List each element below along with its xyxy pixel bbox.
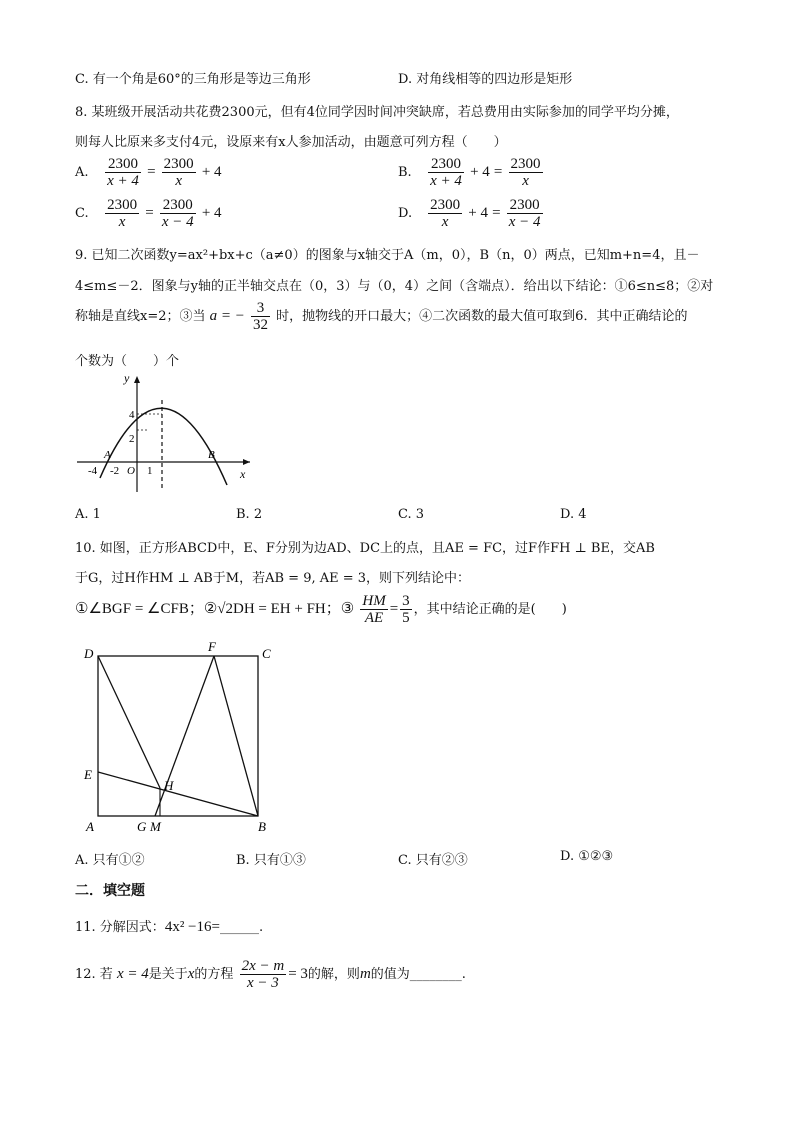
q9-line3-part1: 称轴是直线x=2；③当: [75, 309, 206, 324]
option-label: C.: [75, 206, 89, 221]
numerator: 2300: [160, 197, 196, 214]
label-a: A: [86, 819, 94, 834]
denominator: x: [441, 214, 449, 230]
plus-four: + 4: [468, 205, 488, 221]
square-abcd: [98, 656, 258, 816]
q8-option-b: [398, 156, 545, 189]
q8-stem-line1: 8. 某班级开展活动共花费2300元，但有4位同学因时间冲突缺席，若总费用由实际参加的同学平均分摊，: [75, 105, 679, 120]
q12-prefix: 12. 若: [75, 967, 113, 982]
q8-stem-line2: 则每人比原来多支付4元，设原来有x人参加活动，由题意可列方程（ ）: [75, 135, 507, 150]
q10-stem-line1: 10. 如图，正方形ABCD中，E、F分别为边AD、DC上的点，且AE = FC，过F作FH ⊥ BE，交AB: [75, 541, 655, 556]
numerator: 2300: [507, 197, 543, 214]
q12-condition: x = 4: [116, 966, 149, 982]
plus-four: + 4: [201, 205, 222, 221]
q10-square-figure: [80, 638, 280, 838]
y-axis-arrow: [134, 376, 140, 383]
q9-stem-line4: 个数为（ ）个: [75, 354, 180, 369]
numerator: 3: [251, 300, 270, 317]
q7-option-c: C. 有一个角是60°的三角形是等边三角形: [75, 72, 311, 87]
q12-numerator: 2x − m: [241, 958, 285, 974]
q9-line3-part2: 时，抛物线的开口最大；④二次函数的最大值可取到6．其中正确结论的: [276, 309, 688, 324]
segment-fb: [214, 656, 258, 816]
denominator-ae: AE: [364, 610, 384, 626]
segment-dh: [98, 656, 160, 788]
equals-sign: =: [147, 164, 156, 180]
tick-label-neg4: -4: [88, 465, 98, 477]
equals-sign: =: [492, 205, 501, 221]
plus-four: + 4: [201, 164, 222, 180]
label-h: H: [164, 778, 174, 793]
q12-mid3: 的解，则: [307, 967, 360, 982]
numerator-3: 3: [402, 593, 410, 609]
conclusion-tail: ，其中结论正确的是( ): [413, 602, 567, 617]
sqrt-two: √2: [217, 601, 234, 617]
q8-option-d: [398, 197, 545, 230]
q9-stem-line1: 9. 已知二次函数y=ax²+bx+c（a≠0）的图象与x轴交于A（m，0），B（n，0）两点，已知m+n=4，且－: [75, 248, 700, 263]
q12-rhs: = 3: [288, 966, 308, 982]
denominator-5: 5: [402, 610, 410, 626]
denominator: x: [118, 214, 126, 230]
equals-sign: =: [145, 205, 154, 221]
label-b: B: [258, 819, 266, 834]
numerator: 2300: [163, 156, 194, 172]
q8-option-a: [75, 156, 222, 189]
label-d: D: [84, 646, 94, 661]
denominator: x + 4: [430, 173, 462, 189]
q12-blank: ________: [409, 967, 462, 982]
numerator: 2300: [430, 197, 461, 213]
q9-option-c: C. 3: [398, 507, 425, 522]
equals-sign: =: [389, 601, 399, 617]
conclusion-1: ①∠BGF = ∠CFB；②: [75, 601, 218, 617]
option-label: D.: [398, 206, 413, 221]
q8-option-c: [75, 197, 222, 230]
point-b-label: B: [208, 449, 215, 461]
label-g: G: [137, 819, 147, 834]
numerator: 2300: [107, 197, 138, 213]
q9-stem-line3: [75, 300, 687, 333]
q7-option-d: D. 对角线相等的四边形是矩形: [398, 72, 573, 87]
denominator: x: [175, 173, 182, 189]
q10-option-a: A. 只有①②: [75, 853, 145, 868]
q11: [75, 916, 263, 936]
numerator: 2300: [105, 156, 141, 173]
segment-be: [98, 772, 258, 816]
q12-end: 的值为: [370, 967, 410, 982]
point-a-label: A: [104, 449, 111, 461]
q9-option-a: A. 1: [75, 507, 101, 522]
label-c: C: [262, 646, 271, 661]
q11-expression: 4x² −16=: [164, 919, 220, 935]
denominator: x − 4: [161, 214, 194, 230]
denominator: 32: [253, 317, 269, 333]
option-label: B.: [398, 165, 412, 180]
q10-option-d: D. ①②③: [560, 849, 614, 864]
label-m: M: [150, 819, 161, 834]
q10-option-b: B. 只有①③: [236, 853, 306, 868]
section-fill-in-title: 二．填空题: [75, 883, 145, 899]
tick-label-2: 2: [129, 433, 135, 445]
plus-four: + 4: [470, 164, 490, 180]
q12-mid1: 是关于: [148, 967, 188, 982]
q9-option-b: B. 2: [236, 507, 263, 522]
label-e: E: [84, 767, 92, 782]
conclusion-2: DH = EH + FH；③: [233, 601, 355, 617]
q9-stem-line2: 4≤m≤－2．图象与y轴的正半轴交点在（0，3）与（0，4）之间（含端点）．给出以下结论：①6≤n≤8；②对: [75, 279, 714, 294]
q12-dot: .: [461, 967, 466, 982]
numerator: 2300: [510, 156, 541, 172]
option-label: A.: [75, 165, 89, 180]
q10-stem-line2: 于G，过H作HM ⊥ AB于M，若AB = 9, AE = 3，则下列结论中：: [75, 571, 471, 586]
tick-label-4: 4: [129, 409, 135, 421]
x-axis-arrow: [243, 459, 250, 465]
tick-label-1: 1: [147, 465, 153, 477]
label-f: F: [208, 639, 216, 654]
x-axis-label: x: [240, 467, 246, 481]
tick-label-neg2: -2: [110, 465, 120, 477]
q11-end: .: [258, 920, 264, 935]
q9-parabola-graph: [72, 370, 257, 495]
equals-sign: =: [493, 164, 503, 180]
q10-option-c: C. 只有②③: [398, 853, 468, 868]
q12-m: m: [359, 966, 371, 982]
q12-variable: x: [187, 966, 195, 982]
q9-option-d: D. 4: [560, 507, 587, 522]
denominator: x: [522, 173, 529, 189]
q12: [75, 958, 466, 991]
q11-blank: ______: [219, 920, 259, 935]
numerator: 2300: [428, 156, 464, 173]
q12-denominator: x − 3: [247, 975, 279, 991]
denominator: x − 4: [508, 214, 541, 230]
y-axis-label: y: [124, 371, 130, 385]
q11-prefix: 11. 分解因式：: [75, 920, 165, 935]
a-equals: a = −: [209, 308, 245, 324]
numerator-hm: HM: [362, 593, 386, 609]
origin-label: O: [127, 465, 135, 477]
denominator: x + 4: [107, 173, 139, 189]
q10-conclusions: [75, 593, 567, 626]
q12-mid2: 的方程: [194, 967, 234, 982]
